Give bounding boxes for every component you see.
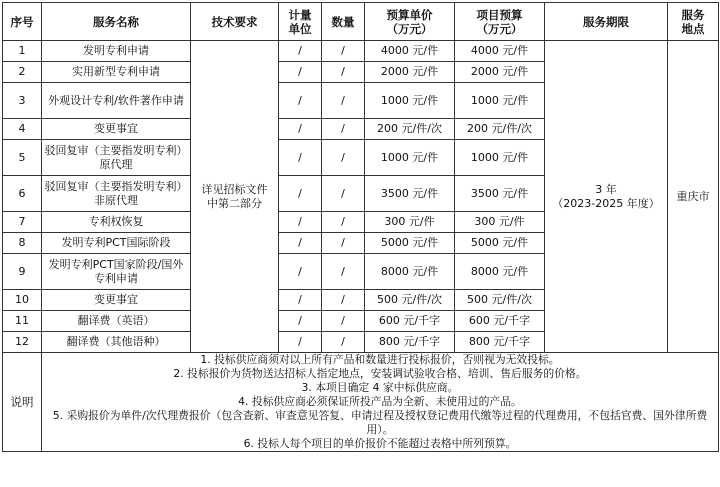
row-price: 300 元/件	[365, 212, 455, 233]
header-tech-requirement: 技术要求	[191, 3, 279, 41]
header-service-name: 服务名称	[42, 3, 191, 41]
header-quantity: 数量	[322, 3, 365, 41]
tech-line2: 中第二部分	[207, 196, 262, 210]
header-loc-line2: 地点	[681, 21, 705, 36]
row-price: 1000 元/件	[365, 140, 455, 176]
row-seq: 5	[3, 140, 42, 176]
row-unit: /	[279, 212, 322, 233]
note-line: 3. 本项目确定 4 家中标供应商。	[301, 381, 459, 394]
row-service-name: 驳回复审（主要指发明专利）原代理	[42, 140, 191, 176]
header-seq: 序号	[3, 3, 42, 41]
row-seq: 4	[3, 119, 42, 140]
row-budget: 2000 元/件	[455, 62, 545, 83]
row-qty: /	[322, 176, 365, 212]
service-period-cell	[545, 41, 668, 353]
row-qty: /	[322, 254, 365, 290]
row-unit: /	[279, 83, 322, 119]
header-unit-line2: 单位	[288, 21, 312, 36]
row-qty: /	[322, 62, 365, 83]
row-budget: 500 元/件/次	[455, 290, 545, 311]
row-service-name: 发明专利PCT国家阶段/国外专利申请	[42, 254, 191, 290]
header-price-line2: （万元）	[386, 21, 433, 36]
header-service-location	[668, 3, 719, 41]
header-unit-line1: 计量	[288, 7, 312, 22]
row-budget: 600 元/千字	[455, 311, 545, 332]
service-location-cell: 重庆市	[668, 41, 719, 353]
note-line: 4. 投标供应商必须保证所投产品为全新、未使用过的产品。	[238, 395, 522, 408]
header-unit	[279, 3, 322, 41]
row-price: 1000 元/件	[365, 83, 455, 119]
row-budget: 3500 元/件	[455, 176, 545, 212]
row-unit: /	[279, 62, 322, 83]
row-seq: 1	[3, 41, 42, 62]
row-service-name: 实用新型专利申请	[42, 62, 191, 83]
row-seq: 8	[3, 233, 42, 254]
row-service-name: 翻译费（其他语种）	[42, 332, 191, 353]
row-service-name: 变更事宜	[42, 119, 191, 140]
row-price: 4000 元/件	[365, 41, 455, 62]
row-service-name: 发明专利PCT国际阶段	[42, 233, 191, 254]
row-budget: 200 元/件/次	[455, 119, 545, 140]
row-seq: 9	[3, 254, 42, 290]
row-service-name: 驳回复审（主要指发明专利）非原代理	[42, 176, 191, 212]
row-seq: 12	[3, 332, 42, 353]
row-unit: /	[279, 176, 322, 212]
row-budget: 5000 元/件	[455, 233, 545, 254]
row-price: 8000 元/件	[365, 254, 455, 290]
row-qty: /	[322, 311, 365, 332]
row-budget: 800 元/千字	[455, 332, 545, 353]
header-service-period: 服务期限	[545, 3, 668, 41]
row-price: 600 元/千字	[365, 311, 455, 332]
row-seq: 7	[3, 212, 42, 233]
row-unit: /	[279, 332, 322, 353]
row-service-name: 翻译费（英语）	[42, 311, 191, 332]
row-unit: /	[279, 140, 322, 176]
row-seq: 2	[3, 62, 42, 83]
row-service-name: 变更事宜	[42, 290, 191, 311]
row-unit: /	[279, 41, 322, 62]
row-qty: /	[322, 332, 365, 353]
note-line: 5. 采购报价为单件/次代理费报价（包含查新、审查意见答复、申请过程及授权登记费用代缴等过程的代理费用，不包括官费、国外律所费用）。	[52, 409, 708, 436]
notes-cell	[42, 353, 719, 452]
header-unit-price	[365, 3, 455, 41]
row-budget: 8000 元/件	[455, 254, 545, 290]
header-project-budget	[455, 3, 545, 41]
row-price: 500 元/件/次	[365, 290, 455, 311]
notes-row	[3, 353, 719, 452]
row-unit: /	[279, 233, 322, 254]
header-loc-line1: 服务	[681, 7, 705, 22]
procurement-table	[2, 2, 719, 452]
note-line: 2. 投标报价为货物送达招标人指定地点，安装调试验收合格、培训、售后服务的价格。	[173, 367, 587, 380]
row-price: 5000 元/件	[365, 233, 455, 254]
row-budget: 1000 元/件	[455, 140, 545, 176]
row-unit: /	[279, 254, 322, 290]
row-price: 2000 元/件	[365, 62, 455, 83]
row-unit: /	[279, 119, 322, 140]
row-service-name: 发明专利申请	[42, 41, 191, 62]
row-seq: 6	[3, 176, 42, 212]
row-qty: /	[322, 233, 365, 254]
row-qty: /	[322, 83, 365, 119]
header-budget-line2: （万元）	[476, 21, 523, 36]
header-row	[3, 3, 719, 41]
row-unit: /	[279, 290, 322, 311]
row-price: 200 元/件/次	[365, 119, 455, 140]
row-seq: 10	[3, 290, 42, 311]
period-line1: 3 年	[595, 182, 617, 196]
notes-label: 说明	[3, 353, 42, 452]
row-budget: 1000 元/件	[455, 83, 545, 119]
period-line2: （2023-2025 年度）	[552, 196, 660, 210]
row-budget: 300 元/件	[455, 212, 545, 233]
row-service-name: 专利权恢复	[42, 212, 191, 233]
tech-line1: 详见招标文件	[201, 182, 268, 196]
table-row	[3, 41, 719, 62]
row-qty: /	[322, 290, 365, 311]
row-budget: 4000 元/件	[455, 41, 545, 62]
row-service-name: 外观设计专利/软件著作申请	[42, 83, 191, 119]
row-qty: /	[322, 140, 365, 176]
row-qty: /	[322, 41, 365, 62]
row-qty: /	[322, 212, 365, 233]
tech-requirement-cell	[191, 41, 279, 353]
header-budget-line1: 项目预算	[476, 7, 523, 22]
row-qty: /	[322, 119, 365, 140]
row-price: 800 元/千字	[365, 332, 455, 353]
header-price-line1: 预算单价	[386, 7, 433, 22]
note-line: 1. 投标供应商须对以上所有产品和数量进行投标报价，否则视为无效投标。	[200, 353, 560, 366]
row-unit: /	[279, 311, 322, 332]
row-seq: 3	[3, 83, 42, 119]
row-price: 3500 元/件	[365, 176, 455, 212]
note-line: 6. 投标人每个项目的单价报价不能超过表格中所列预算。	[243, 437, 517, 450]
row-seq: 11	[3, 311, 42, 332]
